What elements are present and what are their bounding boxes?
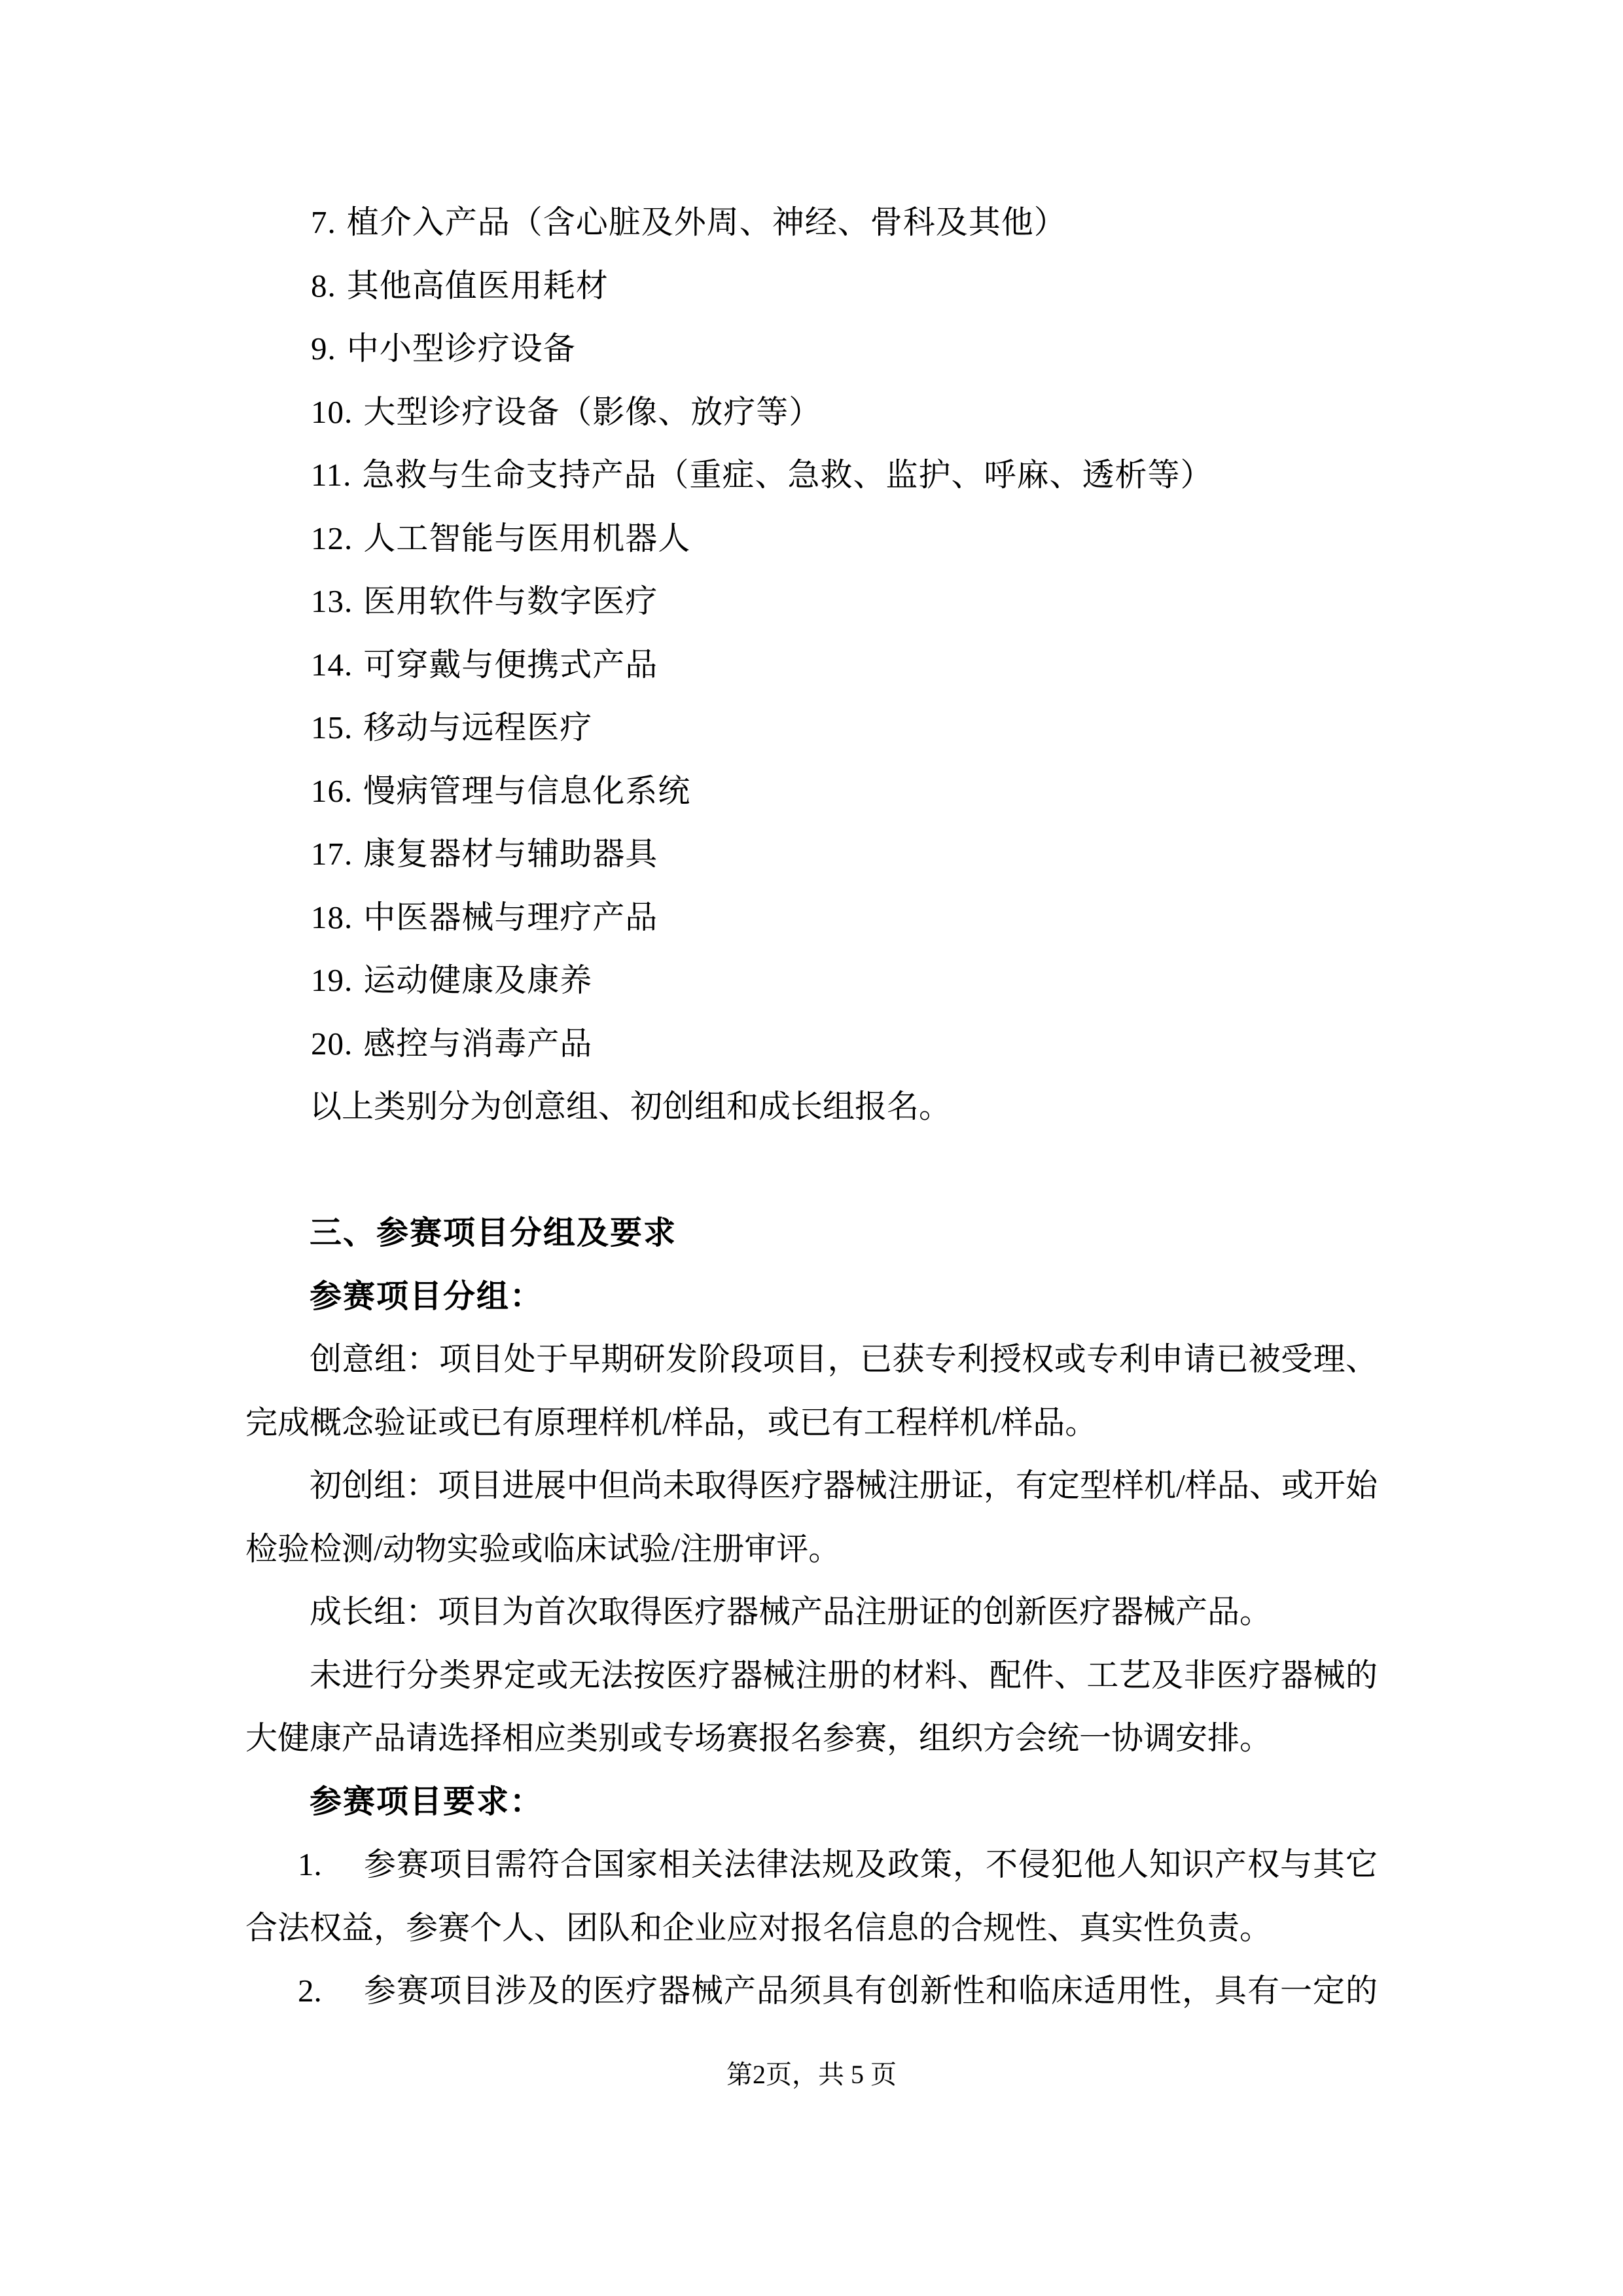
list-item-label: 移动与远程医疗 — [363, 709, 593, 745]
list-item — [245, 949, 1378, 1013]
list-item-number: 9. — [311, 331, 336, 367]
paragraph-line: 成长组：项目为首次取得医疗器械产品注册证的创新医疗器械产品。 — [310, 1594, 1272, 1630]
list-item-number: 13. — [311, 583, 353, 619]
list-item-label: 运动健康及康养 — [363, 962, 593, 998]
list-item-number: 17. — [311, 836, 353, 872]
requirement-line — [245, 1960, 1378, 2023]
requirement-text: 参赛项目需符合国家相关法律法规及政策，不侵犯他人知识产权与其它 — [363, 1846, 1378, 1882]
list-item-label: 可穿戴与便携式产品 — [363, 646, 658, 683]
requirement-text: 参赛项目涉及的医疗器械产品须具有创新性和临床适用性，具有一定的 — [363, 1973, 1378, 2009]
paragraph-line: 完成概念验证或已有原理样机/样品，或已有工程样机/样品。 — [245, 1404, 1097, 1441]
list-item — [245, 696, 1378, 760]
category-note: 以上类别分为创意组、初创组和成长组报名。 — [310, 1088, 952, 1124]
paragraph-line: 创意组：项目处于早期研发阶段项目，已获专利授权或专利申请已被受理、 — [310, 1341, 1378, 1377]
paragraph-line: 大健康产品请选择相应类别或专场赛报名参赛，组织方会统一协调安排。 — [245, 1720, 1272, 1756]
list-item-number: 8. — [311, 267, 336, 304]
list-item-number: 12. — [311, 520, 353, 556]
requirement-number: 1. — [298, 1846, 322, 1882]
section-heading: 三、参赛项目分组及要求 — [310, 1215, 677, 1251]
list-item-label: 人工智能与医用机器人 — [363, 520, 691, 556]
list-item — [245, 255, 1378, 318]
list-item-number: 11. — [311, 457, 352, 493]
list-item — [245, 444, 1378, 507]
list-item-number: 16. — [311, 772, 353, 809]
list-item-label: 慢病管理与信息化系统 — [363, 772, 691, 809]
list-item-number: 18. — [311, 899, 353, 935]
list-item-number: 19. — [311, 962, 353, 998]
grouping-label: 参赛项目分组： — [310, 1278, 544, 1314]
list-item-label: 中小型诊疗设备 — [346, 331, 576, 367]
requirements-label: 参赛项目要求： — [310, 1784, 544, 1820]
list-item-label: 大型诊疗设备（影像、放疗等） — [363, 393, 822, 430]
list-item-number: 7. — [311, 204, 336, 240]
list-item — [245, 191, 1378, 255]
list-item — [245, 760, 1378, 823]
blank-line — [245, 1139, 1378, 1202]
document-body — [245, 191, 1378, 2023]
requirement-number: 2. — [298, 1973, 322, 2009]
list-item — [245, 317, 1378, 381]
paragraph-line: 初创组：项目进展中但尚未取得医疗器械注册证，有定型样机/样品、或开始 — [310, 1467, 1378, 1503]
list-item-label: 急救与生命支持产品（重症、急救、监护、呼麻、透析等） — [362, 457, 1213, 493]
requirement-line: 合法权益，参赛个人、团队和企业应对报名信息的合规性、真实性负责。 — [245, 1909, 1272, 1946]
list-item-label: 其他高值医用耗材 — [346, 267, 609, 304]
list-item — [245, 823, 1378, 886]
list-item-label: 感控与消毒产品 — [363, 1025, 593, 1062]
list-item — [245, 634, 1378, 697]
list-item-label: 康复器材与辅助器具 — [363, 836, 658, 872]
list-item — [245, 507, 1378, 571]
list-item — [245, 1013, 1378, 1076]
requirement-line — [245, 1833, 1378, 1897]
list-item — [245, 886, 1378, 950]
list-item-number: 10. — [311, 393, 353, 430]
list-item-number: 15. — [311, 709, 353, 745]
list-item-label: 植介入产品（含心脏及外周、神经、骨科及其他） — [346, 204, 1067, 240]
list-item — [245, 381, 1378, 444]
list-item-number: 14. — [311, 646, 353, 683]
list-item-label: 医用软件与数字医疗 — [363, 583, 658, 619]
paragraph-line: 检验检测/动物实验或临床试验/注册审评。 — [245, 1530, 841, 1567]
paragraph-line: 未进行分类界定或无法按医疗器械注册的材料、配件、工艺及非医疗器械的 — [310, 1657, 1378, 1693]
page-footer: 第2页，共 5 页 — [726, 2060, 897, 2089]
list-item-label: 中医器械与理疗产品 — [363, 899, 658, 935]
list-item-number: 20. — [311, 1025, 353, 1062]
list-item — [245, 570, 1378, 634]
